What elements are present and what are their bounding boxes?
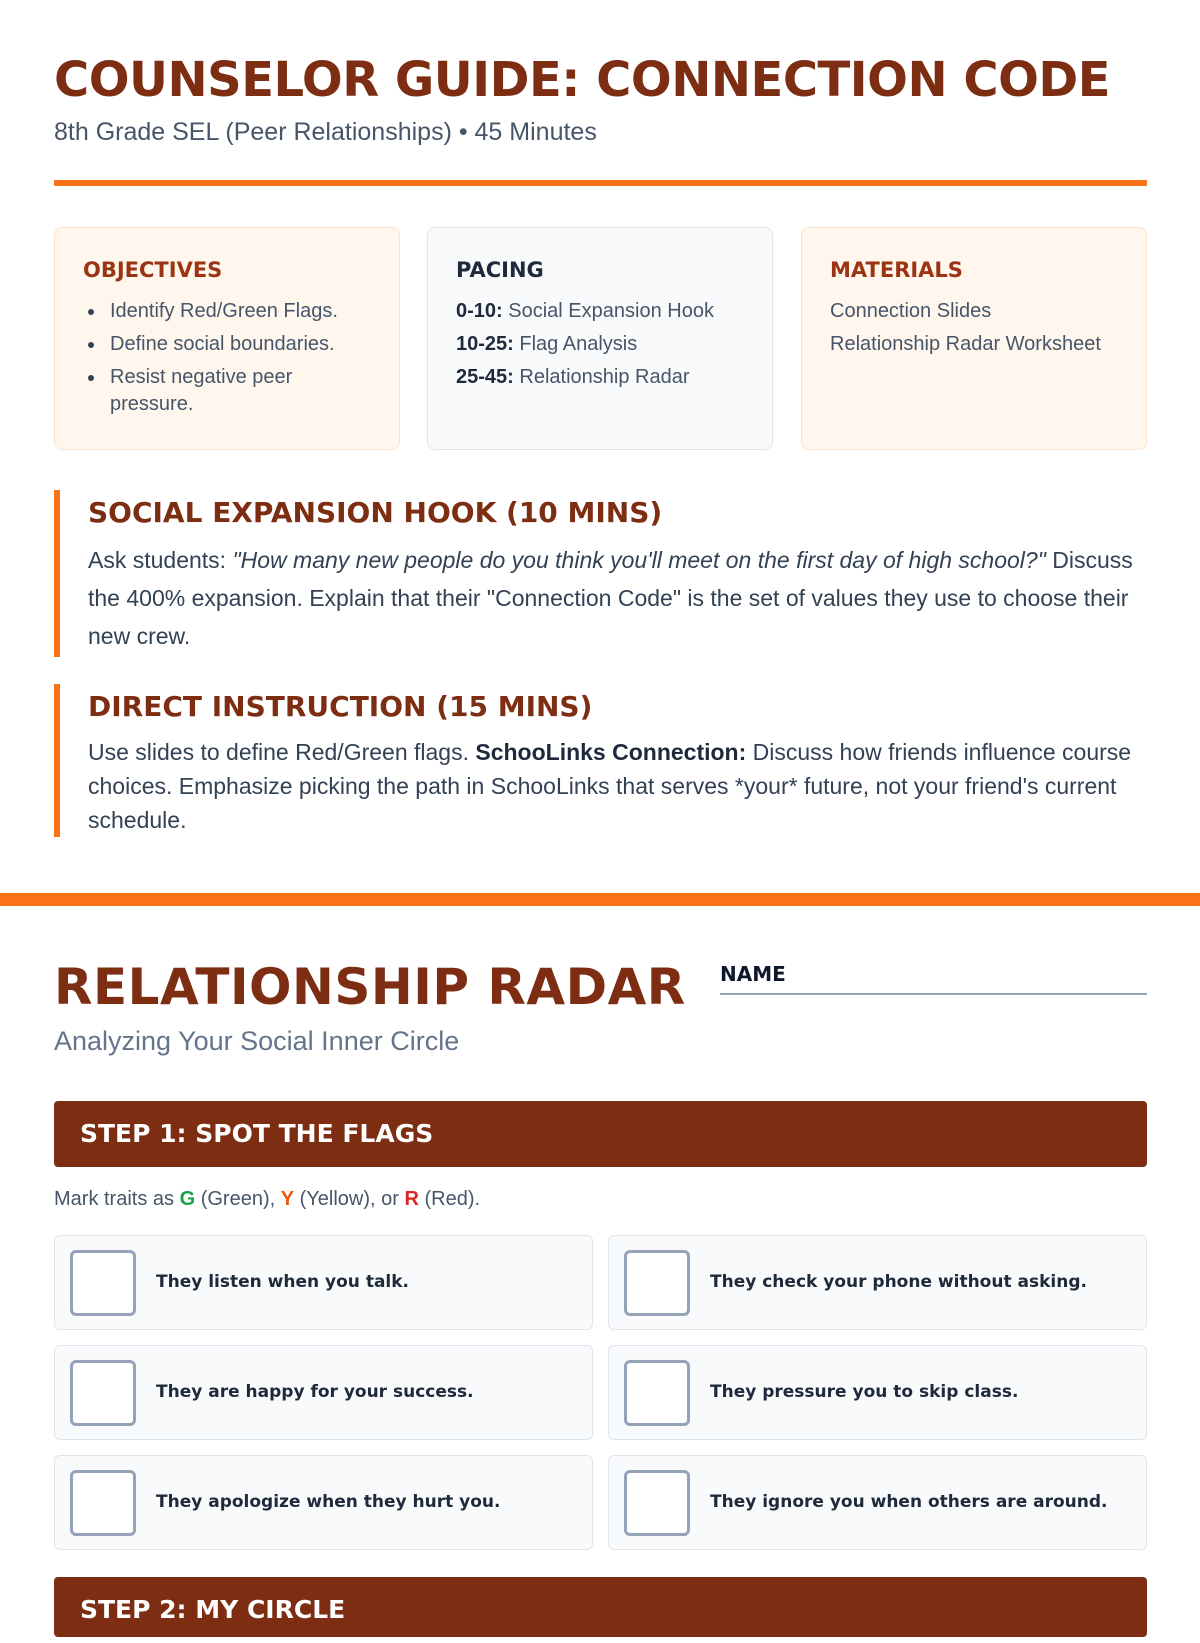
trait-checkbox[interactable]: [70, 1360, 136, 1426]
objective-item: Resist negative peer pressure.: [83, 364, 371, 418]
trait-card: [608, 1235, 1147, 1330]
instruction-title: DIRECT INSTRUCTION (15 MINS): [88, 690, 593, 723]
trait-text: They pressure you to skip class.: [710, 1382, 1019, 1402]
yellow-word: (Yellow), or: [294, 1188, 405, 1210]
instruction-highlight: SchooLinks Connection:: [475, 739, 747, 765]
objective-item: Define social boundaries.: [83, 331, 371, 358]
pacing-activity: Social Expansion Hook: [508, 300, 714, 322]
step-1-instructions: [54, 1188, 480, 1211]
trait-text: They ignore you when others are around.: [710, 1492, 1108, 1512]
instruction-lead: Use slides to define Red/Green flags.: [88, 739, 476, 765]
trait-card: [608, 1345, 1147, 1440]
trait-text: They listen when you talk.: [156, 1272, 410, 1292]
objectives-title: OBJECTIVES: [83, 258, 223, 282]
materials-title: MATERIALS: [830, 258, 963, 282]
guide-title: COUNSELOR GUIDE: CONNECTION CODE: [54, 52, 1111, 108]
name-field[interactable]: [720, 993, 1147, 995]
objectives-card: [54, 227, 400, 450]
materials-item: Connection Slides: [830, 300, 992, 322]
trait-card: [54, 1345, 593, 1440]
worksheet-subtitle: Analyzing Your Social Inner Circle: [54, 1026, 460, 1056]
green-word: (Green),: [195, 1188, 281, 1210]
instr-prefix: Mark traits as: [54, 1188, 180, 1210]
red-word: (Red).: [418, 1188, 481, 1210]
pacing-row: [456, 364, 744, 391]
hook-section: [54, 490, 1147, 657]
instruction-section: [54, 684, 1147, 837]
trait-checkbox[interactable]: [70, 1470, 136, 1536]
page-divider: [0, 893, 1200, 906]
hook-body: [88, 541, 1147, 655]
step-1-header: STEP 1: SPOT THE FLAGS: [54, 1101, 1147, 1167]
trait-card: [54, 1235, 593, 1330]
instruction-text: Discuss how friends influence course choices. Emphasize picking the path in SchooLinks that serves *your* future, not your friend's current schedule.: [88, 739, 1132, 833]
red-letter: R: [404, 1188, 419, 1210]
pacing-row: [456, 331, 744, 358]
yellow-letter: Y: [280, 1188, 295, 1210]
trait-checkbox[interactable]: [624, 1470, 690, 1536]
objective-item: Identify Red/Green Flags.: [83, 298, 371, 325]
worksheet-title: RELATIONSHIP RADAR: [54, 958, 686, 1016]
hook-title: SOCIAL EXPANSION HOOK (10 MINS): [88, 496, 663, 529]
hook-quote: "How many new people do you think you'll meet on the first day of high school?": [232, 547, 1046, 573]
trait-text: They check your phone without asking.: [710, 1272, 1087, 1292]
guide-subtitle: 8th Grade SEL (Peer Relationships) • 45 Minutes: [54, 118, 597, 146]
instruction-body: [88, 735, 1147, 837]
green-letter: G: [179, 1188, 196, 1210]
hook-lead: Ask students:: [88, 547, 233, 573]
trait-checkbox[interactable]: [624, 1250, 690, 1316]
materials-card: [801, 227, 1147, 450]
pacing-card: [427, 227, 773, 450]
pacing-activity: Flag Analysis: [519, 333, 638, 355]
trait-checkbox[interactable]: [70, 1250, 136, 1316]
trait-checkbox[interactable]: [624, 1360, 690, 1426]
pacing-activity: Relationship Radar: [519, 366, 690, 388]
pacing-time: 25-45:: [456, 366, 514, 388]
pacing-time: 0-10:: [456, 300, 503, 322]
overview-cards: [54, 227, 1147, 450]
pacing-row: [456, 298, 744, 325]
trait-text: They are happy for your success.: [156, 1382, 474, 1402]
trait-card: [54, 1455, 593, 1550]
hook-text: Discuss the 400% expansion. Explain that their "Connection Code" is the set of values they use to choose their new crew.: [88, 547, 1133, 649]
name-label: NAME: [720, 962, 786, 986]
trait-card: [608, 1455, 1147, 1550]
pacing-title: PACING: [456, 258, 544, 282]
step-2-header: STEP 2: MY CIRCLE: [54, 1577, 1147, 1637]
pacing-time: 10-25:: [456, 333, 514, 355]
materials-item: Relationship Radar Worksheet: [830, 333, 1101, 355]
guide-divider: [54, 180, 1147, 186]
trait-text: They apologize when they hurt you.: [156, 1492, 501, 1512]
objectives-list: [83, 298, 371, 418]
